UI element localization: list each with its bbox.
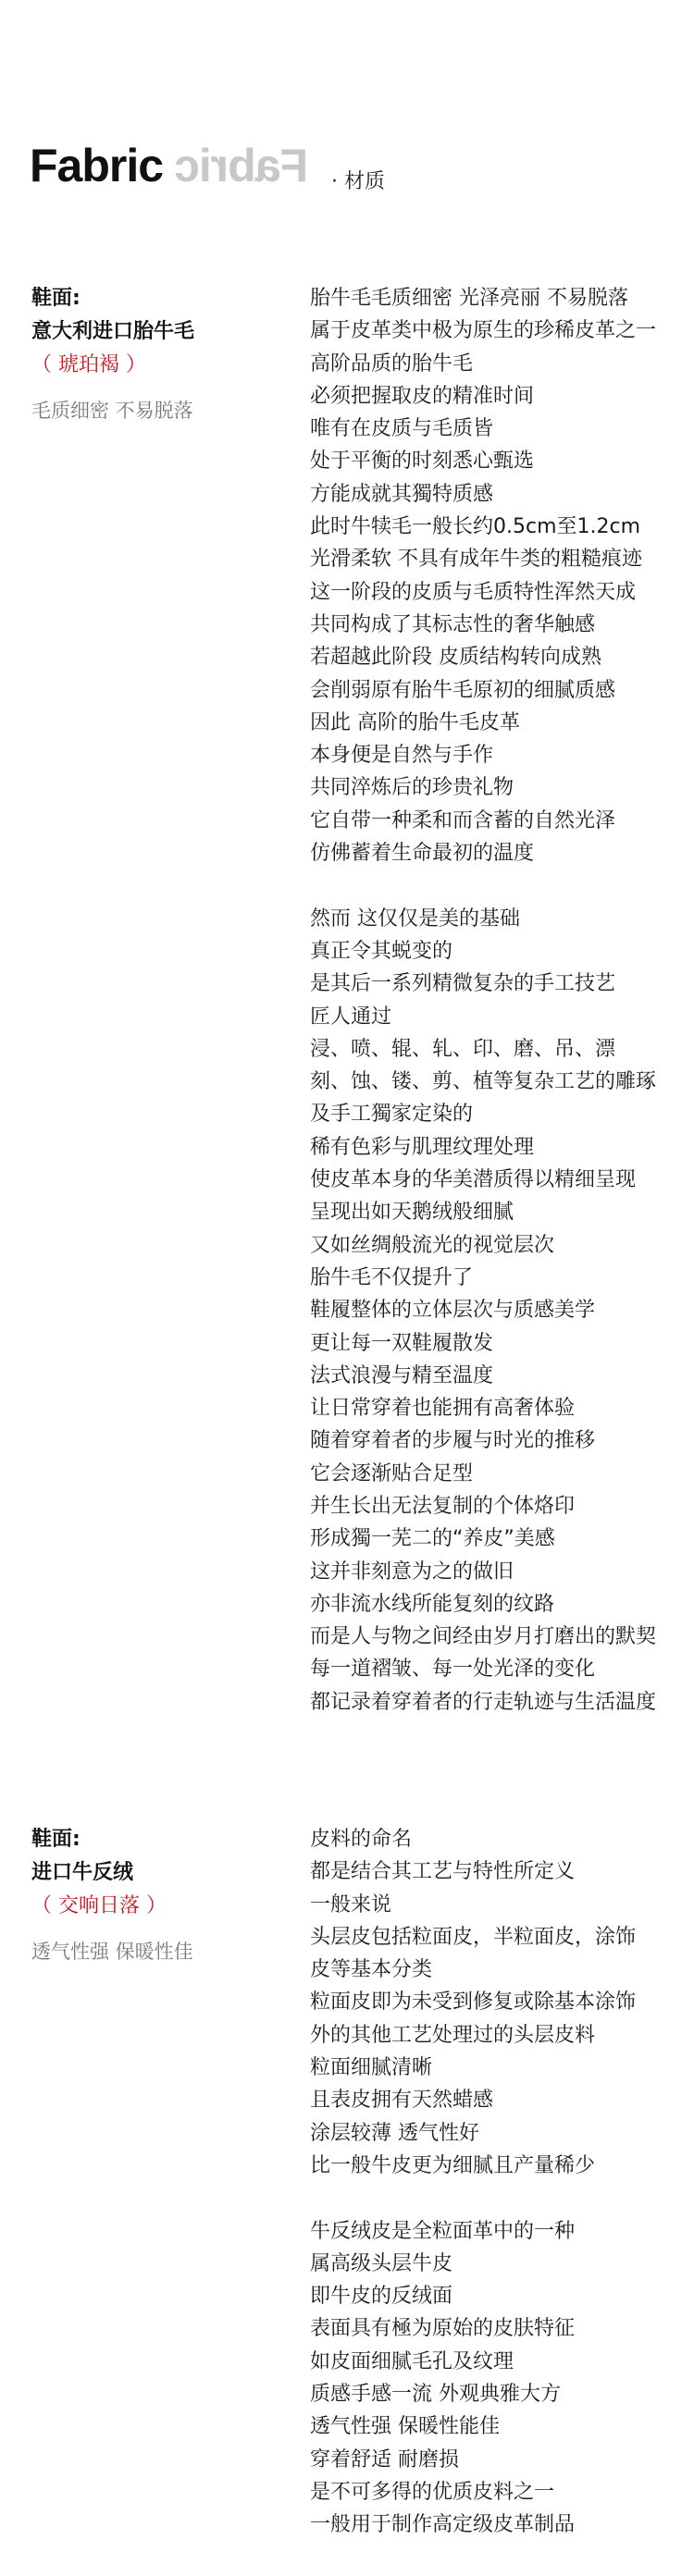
text-line: 高阶品质的胎牛毛 [310, 351, 474, 376]
text-line: 必须把握取皮的精准时间 [310, 384, 535, 408]
material-features: 毛质细密 不易脱落 [31, 400, 193, 422]
text-line: 因此 高阶的胎牛毛皮革 [310, 710, 520, 734]
material-features: 透气性强 保暖性佳 [31, 1941, 193, 1963]
text-line: 鞋履整体的立体层次与质感美学 [310, 1299, 596, 1323]
text-line: 呈现出如天鹅绒般细腻 [310, 1201, 514, 1225]
material-description [310, 1823, 680, 2542]
text-line: 都记录着穿着者的行走轨迹与生活温度 [310, 1690, 657, 1714]
text-line: 粒面细腻清晰 [310, 2056, 433, 2080]
text-line: 刻、蚀、镂、剪、植等复杂工艺的雕琢 [310, 1070, 657, 1094]
description-paragraph [310, 1823, 680, 2182]
text-line: 它会逐渐贴合足型 [310, 1461, 474, 1485]
text-line: 一般用于制作高定级皮革制品 [310, 2513, 576, 2537]
text-line: 若超越此阶段 皮质结构转向成熟 [310, 646, 601, 670]
text-line: 使皮革本身的华美潜质得以精细呈现 [310, 1168, 637, 1192]
text-line: 并生长出无法复制的个体烙印 [310, 1494, 576, 1518]
page-title: Fabric [30, 140, 164, 191]
text-line: 这一阶段的皮质与毛质特性浑然天成 [310, 580, 637, 604]
text-line: 外的其他工艺处理过的头层皮料 [310, 2023, 596, 2047]
text-line: 表面具有極为原始的皮肤特征 [310, 2317, 576, 2341]
text-line: 光滑柔软 不具有成年牛类的粗糙痕迹 [310, 548, 642, 572]
description-paragraph [310, 2215, 680, 2542]
text-line: 共同构成了其标志性的奢华触感 [310, 612, 596, 636]
text-line: 是不可多得的优质皮料之一 [310, 2480, 555, 2504]
upper-label: 鞋面: [31, 1828, 81, 1851]
text-line: 这并非刻意为之的做旧 [310, 1559, 514, 1584]
text-line: 皮料的命名 [310, 1828, 413, 1851]
text-line: 更让每一双鞋履散发 [310, 1331, 494, 1355]
text-line: 处于平衡的时刻悉心甄选 [310, 450, 535, 474]
text-line: 本身便是自然与手作 [310, 744, 494, 768]
text-line: 涂层较薄 透气性好 [310, 2121, 479, 2145]
text-line: 透气性强 保暖性能佳 [310, 2415, 500, 2439]
text-line: 而是人与物之间经由岁月打磨出的默契 [310, 1625, 657, 1649]
text-line: 是其后一系列精微复杂的手工技艺 [310, 972, 616, 996]
material-color: （ 交响日落 ） [31, 1894, 167, 1917]
text-line: 属于皮革类中极为原生的珍稀皮革之一 [310, 319, 657, 343]
text-line: 头层皮包括粒面皮，半粒面皮，涂饰 [310, 1925, 637, 1949]
paragraph-gap [310, 2182, 680, 2214]
description-paragraph [310, 282, 680, 869]
text-line: 每一道褶皱、每一处光泽的变化 [310, 1658, 596, 1682]
description-paragraph [310, 903, 680, 1719]
text-line: 质感手感一流 外观典雅大方 [310, 2383, 561, 2407]
material-info [31, 282, 281, 425]
material-description [310, 282, 680, 1719]
text-line: 胎牛毛不仅提升了 [310, 1265, 474, 1289]
text-line: 即牛皮的反绒面 [310, 2285, 453, 2309]
text-line: 方能成就其獨特质感 [310, 482, 494, 506]
text-line: 此时牛犊毛一般长约0.5cm至1.2cm [310, 515, 641, 539]
text-line: 然而 这仅仅是美的基础 [310, 906, 520, 931]
text-line: 亦非流水线所能复刻的纹路 [310, 1592, 555, 1616]
text-line: 匠人通过 [310, 1005, 392, 1029]
text-line: 穿着舒适 耐磨损 [310, 2447, 459, 2471]
text-line: 仿佛蓄着生命最初的温度 [310, 842, 535, 866]
upper-label: 鞋面: [31, 287, 81, 310]
text-line: 法式浪漫与精至温度 [310, 1363, 494, 1387]
text-line: 及手工獨家定染的 [310, 1103, 474, 1127]
text-line: 稀有色彩与肌理纹理处理 [310, 1135, 535, 1159]
mirrored-title-decoration: Fabric [175, 140, 309, 191]
text-line: 属高级头层牛皮 [310, 2251, 453, 2275]
text-line: 浸、喷、辊、轧、印、磨、吊、漂 [310, 1037, 616, 1061]
text-line: 一般来说 [310, 1892, 392, 1917]
text-line: 又如丝绸般流光的视觉层次 [310, 1233, 555, 1257]
text-line: 比一般牛皮更为细腻且产量稀少 [310, 2153, 596, 2177]
page-subtitle: · 材质 [331, 170, 385, 193]
material-name: 进口牛反绒 [31, 1861, 134, 1884]
text-line: 如皮面细腻毛孔及纹理 [310, 2349, 514, 2373]
text-line: 唯有在皮质与毛质皆 [310, 417, 494, 441]
material-info [31, 1823, 281, 1966]
text-line: 胎牛毛毛质细密 光泽亮丽 不易脱落 [310, 287, 628, 310]
text-line: 粒面皮即为未受到修复或除基本涂饰 [310, 1991, 637, 2015]
text-line: 牛反绒皮是全粒面革中的一种 [310, 2219, 576, 2243]
text-line: 共同淬炼后的珍贵礼物 [310, 776, 514, 800]
text-line: 且表皮拥有天然蜡感 [310, 2089, 494, 2113]
material-color: （ 琥珀褐 ） [31, 353, 146, 376]
text-line: 随着穿着者的步履与时光的推移 [310, 1429, 596, 1453]
text-line: 形成獨一芜二的“养皮”美感 [310, 1527, 555, 1551]
text-line: 它自带一种柔和而含蓄的自然光泽 [310, 808, 616, 832]
text-line: 皮等基本分类 [310, 1958, 433, 1982]
text-line: 让日常穿着也能拥有高奢体验 [310, 1397, 576, 1421]
material-name: 意大利进口胎牛毛 [31, 320, 195, 343]
paragraph-gap [310, 869, 680, 902]
text-line: 会削弱原有胎牛毛原初的细腻质感 [310, 678, 616, 702]
text-line: 都是结合其工艺与特性所定义 [310, 1860, 576, 1884]
text-line: 真正令其蜕变的 [310, 939, 453, 963]
